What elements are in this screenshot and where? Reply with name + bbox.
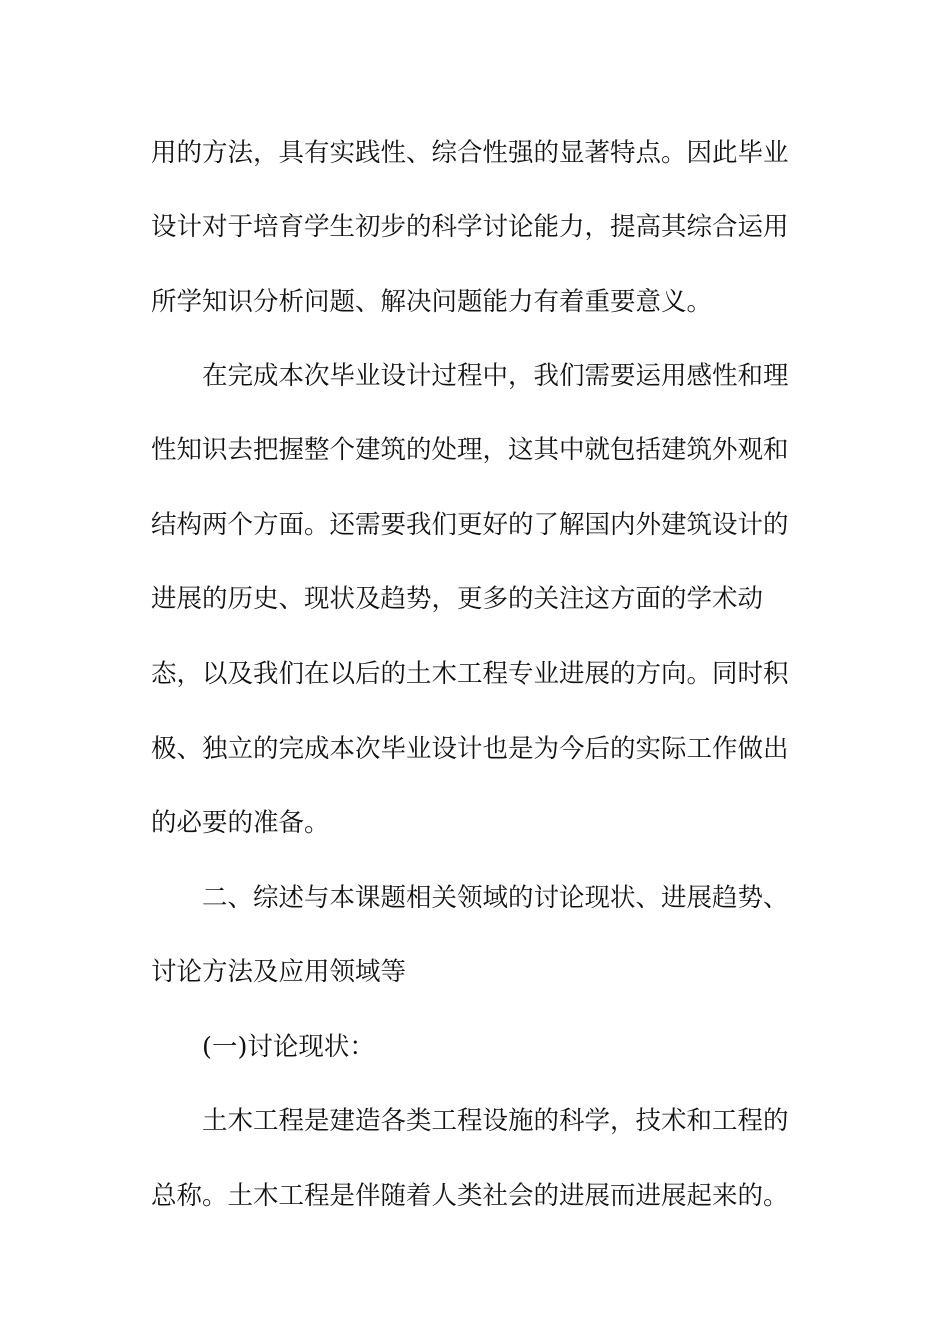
paragraph-line: 进展的历史、现状及趋势，更多的关注这方面的学术动 <box>151 584 764 614</box>
paragraph-line: 的必要的准备。 <box>151 808 330 838</box>
paragraph-line: 极、独立的完成本次毕业设计也是为今后的实际工作做出 <box>151 734 789 764</box>
paragraph-line: 所学知识分析问题、解决问题能力有着重要意义。 <box>151 287 713 317</box>
section-heading-line: 二、综述与本课题相关领域的讨论现状、进展趋势、 <box>202 883 789 913</box>
paragraph-line: 总称。土木工程是伴随着人类社会的进展而进展起来的。 <box>151 1181 789 1211</box>
paragraph-line: 态，以及我们在以后的土木工程专业进展的方向。同时积 <box>151 659 789 689</box>
paragraph-line: 设计对于培育学生初步的科学讨论能力，提高其综合运用 <box>151 212 789 242</box>
paragraph-line: 在完成本次毕业设计过程中，我们需要运用感性和理 <box>202 361 789 391</box>
paragraph-line: 土木工程是建造各类工程设施的科学，技术和工程的 <box>202 1106 789 1136</box>
paragraph-line: 用的方法，具有实践性、综合性强的显著特点。因此毕业 <box>151 138 789 168</box>
section-heading-line: 讨论方法及应用领域等 <box>151 957 407 987</box>
subsection-heading: (一)讨论现状： <box>202 1032 375 1062</box>
paragraph-line: 结构两个方面。还需要我们更好的了解国内外建筑设计的 <box>151 510 789 540</box>
paragraph-line: 性知识去把握整个建筑的处理，这其中就包括建筑外观和 <box>151 435 789 465</box>
